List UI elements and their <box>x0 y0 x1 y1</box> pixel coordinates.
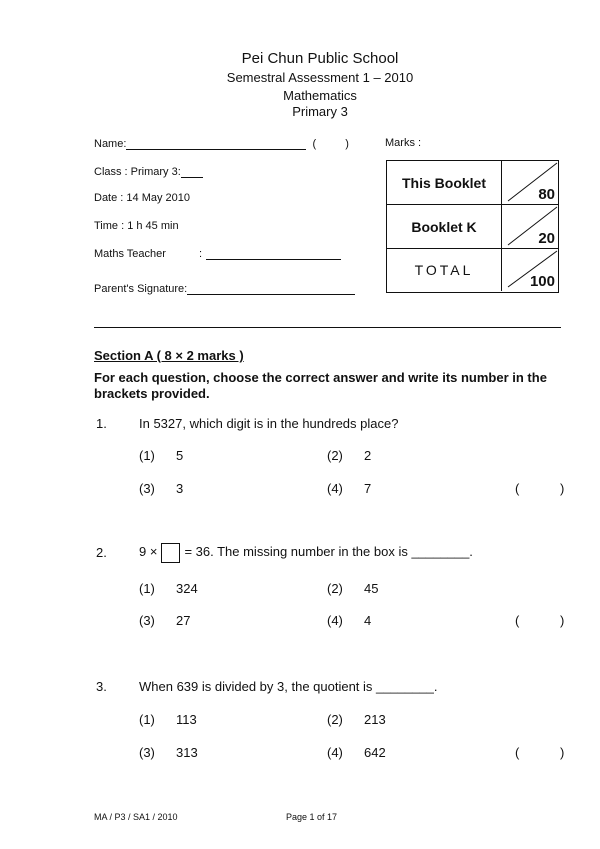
answer-bracket-open: ( <box>515 745 520 760</box>
level: Primary 3 <box>292 104 348 119</box>
option-number: (2) <box>327 712 343 727</box>
marks-label-this-booklet: This Booklet <box>387 161 502 204</box>
answer-bracket-open: ( <box>515 613 520 628</box>
question-number: 3. <box>96 679 107 694</box>
option-number: (3) <box>139 613 155 628</box>
name-paren-open: ( <box>312 138 317 150</box>
option-number: (3) <box>139 481 155 496</box>
marks-value-total: 100 <box>529 273 555 290</box>
option-text: 3 <box>176 481 184 496</box>
marks-cell-total <box>502 249 558 291</box>
marks-value-booklet-k: 20 <box>538 230 555 247</box>
section-instruction: For each question, choose the correct answer and write its number in the brackets provided. <box>94 370 547 401</box>
option-number: (3) <box>139 745 155 760</box>
name-line <box>126 137 306 150</box>
option-text: 324 <box>176 581 198 596</box>
marks-label-booklet-k: Booklet K <box>387 205 502 248</box>
class-label: Class : Primary 3: <box>94 166 181 178</box>
teacher-line <box>206 247 341 260</box>
option-number: (1) <box>139 712 155 727</box>
option-number: (2) <box>327 448 343 463</box>
answer-bracket-open: ( <box>515 481 520 496</box>
subject: Mathematics <box>283 88 357 103</box>
option-text: 27 <box>176 613 191 628</box>
option-text: 7 <box>364 481 372 496</box>
option-number: (4) <box>327 481 343 496</box>
name-paren-close: ) <box>345 138 349 150</box>
question-text: In 5327, which digit is in the hundreds place? <box>139 416 399 431</box>
marks-row-total <box>387 249 558 291</box>
answer-bracket-close: ) <box>560 613 565 628</box>
section-title: Section A ( 8 × 2 marks ) <box>94 348 244 363</box>
option-number: (4) <box>327 613 343 628</box>
missing-number-box <box>161 543 180 563</box>
question-text-before: 9 × <box>139 544 158 559</box>
option-text: 45 <box>364 581 379 596</box>
option-number: (1) <box>139 581 155 596</box>
name-label: Name: <box>94 138 127 150</box>
marks-table <box>386 160 559 293</box>
divider <box>94 327 561 328</box>
footer-page: Page 1 of 17 <box>286 812 338 822</box>
option-text: 2 <box>364 448 372 463</box>
option-text: 113 <box>176 712 197 727</box>
signature-line <box>187 282 355 295</box>
marks-cell-this-booklet <box>502 161 558 204</box>
question-number: 2. <box>96 545 107 560</box>
marks-cell-booklet-k <box>502 205 558 248</box>
option-text: 5 <box>176 448 184 463</box>
question-number: 1. <box>96 416 107 431</box>
marks-label-total: TOTAL <box>387 249 502 291</box>
time-label: Time : 1 h 45 min <box>94 220 179 232</box>
option-text: 313 <box>176 745 198 760</box>
marks-row-booklet-k <box>387 205 558 249</box>
footer-code: MA / P3 / SA1 / 2010 <box>94 812 178 822</box>
date-label: Date : 14 May 2010 <box>94 192 191 204</box>
option-number: (4) <box>327 745 343 760</box>
teacher-label: Maths Teacher <box>94 248 166 260</box>
question-text <box>139 542 473 563</box>
assessment-title: Semestral Assessment 1 – 2010 <box>226 70 414 85</box>
option-text: 642 <box>364 745 386 760</box>
option-number: (2) <box>327 581 343 596</box>
signature-label: Parent's Signature: <box>94 283 188 295</box>
marks-row-this-booklet <box>387 161 558 205</box>
signature-row <box>94 282 355 295</box>
question-text-after: = 36. The missing number in the box is ________. <box>184 544 473 559</box>
question-text: When 639 is divided by 3, the quotient is ________. <box>139 679 438 694</box>
option-text: 213 <box>364 712 386 727</box>
class-row <box>94 165 203 178</box>
option-text: 4 <box>364 613 372 628</box>
teacher-colon: : <box>199 248 203 260</box>
marks-label: Marks : <box>385 137 422 149</box>
answer-bracket-close: ) <box>560 745 565 760</box>
class-line <box>181 165 203 178</box>
teacher-row <box>94 247 341 260</box>
marks-value-this-booklet: 80 <box>538 186 555 203</box>
school-name: Pei Chun Public School <box>241 50 399 67</box>
name-row <box>94 137 349 150</box>
answer-bracket-close: ) <box>560 481 565 496</box>
option-number: (1) <box>139 448 155 463</box>
